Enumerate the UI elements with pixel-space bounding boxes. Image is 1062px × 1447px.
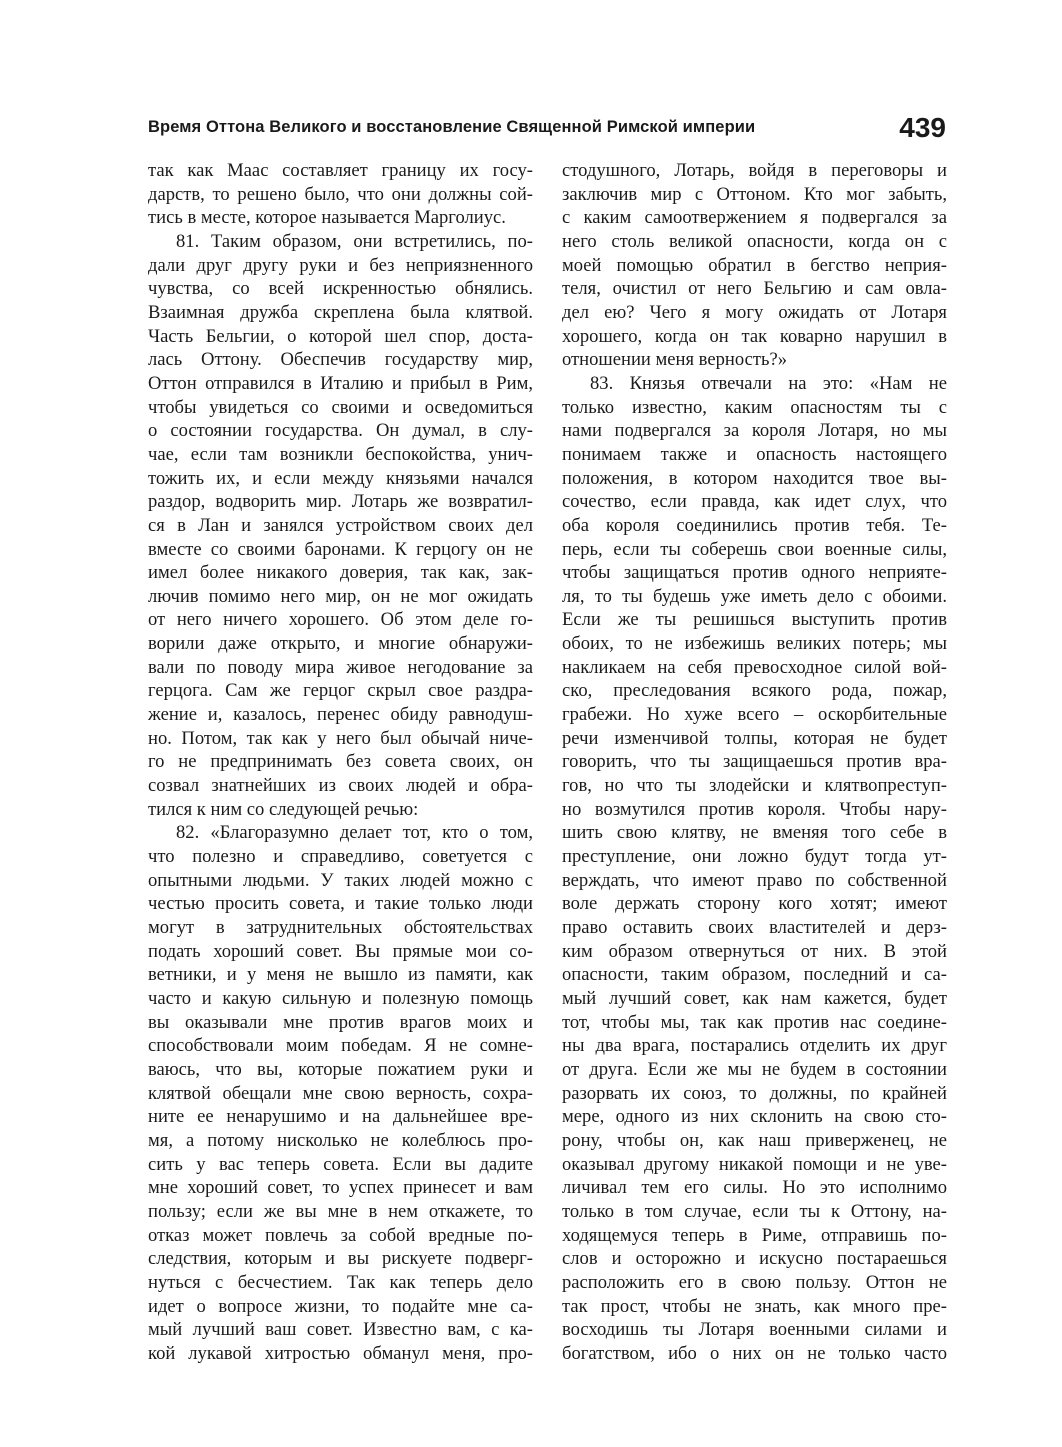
text-line: грабежи. Но хуже всего – оскорбительные [562, 704, 947, 726]
text-line: право оставить своих властителей и дерз- [562, 917, 947, 938]
text-line: хорошего, когда он так коварно нарушил в [562, 325, 947, 347]
text-line: мере, одного из них склонить на свою сто- [562, 1106, 947, 1128]
text-line: положения, в котором находится твое вы- [562, 467, 947, 489]
text-line: раздор, водворить мир. Лотарь же возвратил- [148, 491, 533, 513]
text-line: тился к ним со следующей речью: [148, 798, 419, 820]
text-line: ворили даже открыто, и многие обнаружи- [148, 633, 533, 655]
text-line: только в том случае, если ты к Оттону, на- [562, 1200, 947, 1222]
text-line: мый лучший ваш совет. Известно вам, с ка- [148, 1319, 533, 1341]
text-line: ветники, и у меня не вышло из памяти, как [148, 964, 533, 986]
text-line: но возмутился против короля. Чтобы нару- [562, 798, 947, 820]
text-line: вы оказывали мне против врагов моих и [148, 1011, 533, 1033]
text-line: преступление, они ложно будут тогда ут- [562, 846, 947, 868]
text-line: лючив помимо него мир, он не мог ожидать [148, 585, 533, 607]
text-line: от него ничего хорошего. Об этом деле го- [148, 609, 533, 631]
text-line: имел более никакого доверия, так как, зак- [148, 562, 533, 584]
text-line: ните ее ненарушимо и на дальнейшее вре- [148, 1106, 533, 1128]
text-line: но. Потом, так как у него был обычай ниче- [148, 727, 533, 749]
text-line: ходящемуся теперь в Риме, отправишь по- [562, 1224, 947, 1246]
text-line: слов и осторожно и искусно постараешься [562, 1248, 947, 1270]
text-line: что полезно и справедливо, советуется с [148, 846, 533, 868]
text-line: только известно, каким опасностям ты с [562, 396, 947, 418]
text-line: Взаимная дружба скреплена была клятвой. [148, 301, 533, 323]
text-line: могут в затруднительных обстоятельствах [148, 917, 533, 938]
text-line: 83. Князья отвечали на это: «Нам не [590, 372, 947, 394]
text-line: честью просить совета, и такие только люди [148, 893, 533, 915]
text-line: так прост, чтобы не знать, как много пре- [562, 1295, 947, 1317]
text-line: ны два врага, постарались отделить их друг [562, 1035, 947, 1057]
text-line: часто и какую сильную и полезную помощь [148, 987, 533, 1009]
text-line: заключив мир с Оттоном. Кто мог забыть, [562, 183, 947, 205]
text-line: моей помощью обратил в бегство неприя- [562, 254, 947, 276]
text-line: личивал тем его силы. Но это исполнимо [562, 1177, 947, 1199]
text-line: о состоянии государства. Он думал, в слу- [148, 420, 533, 442]
text-line: от друга. Если же мы не будем в состоянии [562, 1058, 947, 1080]
text-line: Часть Бельгии, о которой шел спор, доста- [148, 325, 533, 347]
text-line: дарств, то решено было, что они должны сой- [148, 183, 533, 205]
text-line: оба короля соединились против тебя. Те- [562, 514, 947, 536]
running-title: Время Оттона Великого и восстановление Священной Римской империи [148, 118, 756, 136]
text-line: обоих, то не избежишь великих потерь; мы [562, 633, 947, 655]
text-line: следствия, которым и вы рискуете подверг- [148, 1248, 533, 1270]
page-number: 439 [899, 112, 946, 143]
text-line: нами подвергался за короля Лотаря, но мы [562, 420, 947, 442]
text-line: сочество, если правда, как идет слух, что [562, 491, 947, 513]
text-line: вместе со своими баронами. К герцогу он не [148, 538, 533, 560]
text-line: кой лукавой хитростью обманул меня, про- [148, 1342, 533, 1364]
text-line: тожить их, и если между князьями начался [148, 467, 533, 489]
text-line: так как Маас составляет границу их госу- [148, 160, 533, 181]
text-line: верждать, что имеют право по собственной [562, 869, 947, 891]
text-line: подать хороший совет. Вы прямые мои со- [148, 940, 533, 962]
text-column-right [562, 159, 947, 1365]
text-line: герцога. Сам же герцог скрыл свое раздра- [148, 680, 533, 702]
text-line: чае, если там возникли беспокойства, унич- [148, 443, 533, 465]
text-line: говорить, что ты защищаешься против вра- [562, 751, 947, 773]
text-line: ваюсь, что вы, которые пожатием руки и [148, 1058, 533, 1080]
text-line: восходишь ты Лотаря военными силами и [562, 1319, 947, 1341]
text-line: оказывал другому никакой помощи и не уве- [562, 1153, 947, 1175]
text-line: ля, то ты будешь уже иметь дело с обоими. [562, 585, 947, 607]
text-line: тот, чтобы мы, так как против нас соедине- [562, 1011, 947, 1033]
text-line: ско, преследования всякого рода, пожар, [562, 680, 947, 702]
text-line: тись в месте, которое называется Марголиус. [148, 207, 506, 229]
text-line: 81. Таким образом, они встретились, по- [176, 230, 533, 252]
text-line: ся в Лан и занялся устройством своих дел [148, 514, 533, 536]
text-line: клятвой обещали мне свою верность, сохра- [148, 1082, 533, 1104]
text-line: воле держать сторону кого хотят; имеют [562, 893, 947, 915]
text-line: гов, но что ты злодейски и клятвопреступ- [562, 775, 947, 797]
text-line: богатством, ибо о них он не только часто [562, 1342, 947, 1364]
text-line: рону, чтобы он, как наш приверженец, не [562, 1129, 947, 1151]
text-line: нуться с бесчестием. Так как теперь дело [148, 1271, 533, 1293]
text-line: шить свою клятву, не вменяя того себе в [562, 822, 947, 844]
text-line: 82. «Благоразумно делает тот, кто о том, [176, 822, 533, 844]
text-line: него столь великой опасности, когда он с [562, 230, 947, 252]
text-line: идет о вопросе жизни, то подайте мне са- [148, 1295, 533, 1317]
text-column-left [148, 159, 533, 1365]
text-line: лась Оттону. Обеспечив государству мир, [148, 349, 533, 371]
text-line: чувства, со всей искренностью обнялись. [148, 278, 533, 300]
text-line: с каким самоотвержением я подвергался за [562, 207, 947, 229]
text-line: опасности, таким образом, последний и са- [562, 964, 947, 986]
text-line: жение и, казалось, перенес обиду равнодуш- [148, 704, 533, 726]
text-line: мя, а потому нисколько не колеблюсь про- [148, 1129, 533, 1151]
text-line: понимаем также и опасность настоящего [562, 443, 947, 465]
page-header [148, 112, 946, 152]
text-line: созвал знатнейших из своих людей и обра- [148, 775, 533, 797]
text-line: теля, очистил от него Бельгию и сам овла- [562, 278, 947, 300]
text-line: вали по поводу мира живое негодование за [148, 656, 533, 678]
text-line: Оттон отправился в Италию и прибыл в Рим, [148, 372, 533, 394]
text-line: чтобы защищаться против одного неприяте- [562, 562, 947, 584]
text-line: отказ может повлечь за собой вредные по- [148, 1224, 533, 1246]
text-line: перь, если ты соберешь свои военные силы, [562, 538, 947, 560]
text-line: отношении меня верность?» [562, 349, 788, 371]
text-line: способствовали моим победам. Я не сомне- [148, 1035, 533, 1057]
text-line: опытными людьми. У таких людей можно с [148, 869, 533, 891]
text-line: мый лучший совет, как нам кажется, будет [562, 987, 947, 1009]
text-line: го не предпринимать без совета своих, он [148, 751, 533, 773]
text-line: ким образом отвернуться от них. В этой [562, 940, 947, 962]
text-line: дали друг другу руки и без неприязненного [148, 254, 533, 276]
text-line: стодушного, Лотарь, войдя в переговоры и [562, 160, 947, 181]
text-line: Если же ты решишься выступить против [562, 609, 947, 631]
text-line: разорвать их союз, то должны, по крайней [562, 1082, 947, 1104]
text-line: речи изменчивой толпы, которая не будет [562, 727, 947, 749]
text-line: расположить его в свою пользу. Оттон не [562, 1271, 947, 1293]
text-line: сить у вас теперь совета. Если вы дадите [148, 1153, 533, 1175]
text-line: накликаем на себя превосходное силой вой- [562, 656, 947, 678]
text-line: пользу; если же вы мне в нем откажете, то [148, 1200, 533, 1222]
text-line: мне хороший совет, то успех принесет и вам [148, 1177, 533, 1199]
text-line: чтобы увидеться со своими и осведомиться [148, 396, 533, 418]
text-line: дел ею? Чего я могу ожидать от Лотаря [562, 301, 947, 323]
